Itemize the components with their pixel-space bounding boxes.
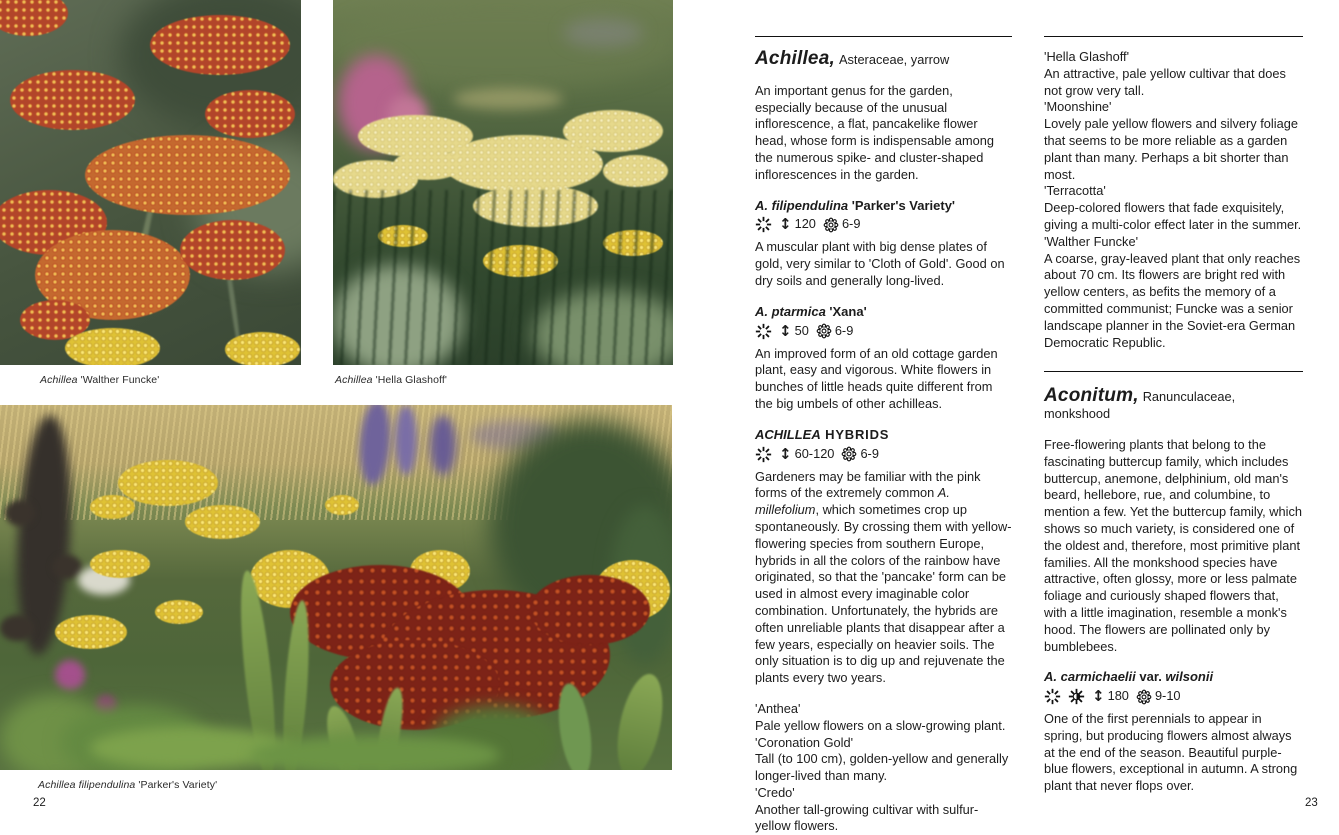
species-name	[755, 304, 1012, 321]
genus-name: Achillea,	[755, 48, 835, 69]
genus-intro: An important genus for the garden, especially because of the unusual inflorescence, a flat, pancakelike flower head, whose form is indispensable among the numerous spike- and cluster-shaped inflorescences in the garden.	[755, 82, 995, 182]
species-entry	[1044, 669, 1303, 795]
description-text: Gardeners may be familiar with the pink forms of the extremely common	[755, 468, 981, 501]
cultivar-item	[755, 735, 1012, 785]
latin-inline: A. millefolium	[755, 485, 950, 518]
dark-seedhead-spike	[5, 500, 35, 526]
hardiness-zone-icon	[816, 323, 832, 339]
species-entry	[755, 198, 1012, 290]
species-latin: A. filipendulina	[755, 197, 849, 213]
cultivar-description: A coarse, gray-leaved plant that only reaches about 70 cm. Its flowers are bright red with yellow centers, as befits the memory of a committed communist; Funcke was a senior landscape planner in the Soviet-era German Democratic Republic.	[1044, 250, 1301, 350]
family-name: Ranunculaceae, monkshood	[1044, 389, 1236, 422]
hardiness-zone-icon	[823, 217, 839, 233]
species-name	[1044, 669, 1303, 686]
cultivar-name: 'Terracotta'	[1044, 183, 1106, 199]
species-entry	[755, 304, 1012, 413]
photo-caption	[335, 374, 447, 386]
flower-cluster	[155, 600, 203, 624]
sun-icon	[1044, 688, 1061, 705]
zone-indicator	[823, 216, 861, 233]
photo-achillea-parkers-variety-garden-scene	[0, 405, 672, 770]
zone-value: 6-9	[834, 322, 854, 338]
photo-caption	[38, 779, 217, 791]
cultivar-description: Deep-colored flowers that fade exquisitely, giving a multi-color effect later in the summer.	[1044, 200, 1302, 232]
cultivar-item	[1044, 234, 1303, 352]
page-number-left: 22	[33, 797, 46, 809]
flower-cluster	[90, 495, 135, 519]
red-flower-drift	[530, 575, 650, 645]
zone-indicator	[841, 446, 879, 463]
species-description: An improved form of an old cottage garden plant, easy and vigorous. White flowers in bunches of little heads quite different from the big umbels of other achilleas.	[755, 345, 998, 411]
cultivar-item	[1044, 49, 1303, 99]
species-entry	[755, 427, 1012, 687]
foliage-blob	[563, 18, 643, 48]
flower-cluster	[118, 460, 218, 506]
height-indicator	[779, 323, 809, 340]
species-latin: A. ptarmica	[755, 303, 826, 319]
zone-value: 6-9	[841, 216, 861, 232]
height-value: 180	[1107, 688, 1129, 704]
species-description: A muscular plant with big dense plates of gold, very similar to 'Cloth of Gold'. Good on dry soils and generally long-lived.	[755, 239, 1005, 288]
cultivar-list	[1044, 49, 1303, 351]
column-rule	[1044, 371, 1303, 372]
foliage-blob	[453, 88, 563, 110]
species-latin: ACHILLEA	[755, 426, 821, 442]
species-cultivar: HYBRIDS	[820, 426, 890, 442]
genus-heading	[1044, 385, 1303, 423]
cultivar-item	[1044, 99, 1303, 183]
cultivar-name: 'Moonshine'	[1044, 99, 1112, 115]
purple-flower-spike	[395, 405, 417, 475]
cultivar-name: 'Coronation Gold'	[755, 734, 854, 750]
zone-value: 6-9	[860, 445, 879, 461]
caption-cultivar: 'Hella Glashoff'	[372, 374, 447, 386]
cultivar-description: Tall (to 100 cm), golden-yellow and generally longer-lived than many.	[755, 751, 1009, 784]
sun-icon	[755, 216, 772, 233]
flower-cluster	[0, 0, 68, 36]
cultivar-description: Lovely pale yellow flowers and silvery foliage that seems to be more reliable as a garden plant than many. Perhaps a bit shorter than most.	[1044, 116, 1298, 182]
text-column-cultivars-aconitum	[1044, 36, 1303, 809]
cultivar-name: 'Credo'	[755, 784, 795, 800]
height-value: 50	[794, 322, 809, 338]
genus-intro: Free-flowering plants that belong to the fascinating buttercup family, which includes buttercup, anemone, delphinium, old man's beard, hellebore, rue, and columbine, to mention a few. Yet the buttercup family, which shows so much variety, is considered one of the oldest and, therefore, most primitive plant families. All the monkshood species have attractive, often glossy, more or less palmate foliage and curiously shaped flowers that, with a little imagination, resemble a monk's hood. The flowers are pollinated only by bumblebees.	[1044, 436, 1302, 654]
cultivar-name: 'Walther Funcke'	[1044, 233, 1139, 249]
species-name	[755, 198, 1012, 215]
purple-flower-spike	[430, 415, 456, 475]
height-value: 120	[794, 216, 816, 232]
grass-blade	[610, 670, 671, 770]
flower-cluster	[185, 505, 260, 539]
species-cultivar: 'Parker's Variety'	[848, 197, 956, 213]
flower-cluster	[10, 70, 135, 130]
cultivar-item	[1044, 183, 1303, 233]
flower-cluster	[85, 135, 290, 215]
height-value: 60-120	[794, 445, 835, 461]
flower-cluster	[180, 220, 285, 280]
sun-icon	[755, 323, 772, 340]
zone-indicator	[1136, 688, 1181, 705]
cultivar-item	[755, 701, 1012, 735]
cultivar-description: Another tall-growing cultivar with sulfur-yellow flowers.	[755, 801, 979, 834]
flower-cluster	[563, 110, 663, 152]
partial-shade-sun-icon	[1068, 688, 1085, 705]
species-description: One of the first perennials to appear in spring, but producing flowers almost always at the end of the season. Beautiful purple-blue flowers, exceptional in autumn. A strong plant that never flops over.	[1044, 711, 1298, 794]
cultivar-description: An attractive, pale yellow cultivar that does not grow very tall.	[1044, 65, 1286, 98]
hardiness-zone-icon	[1136, 689, 1152, 705]
page-number-right: 23	[1305, 797, 1318, 809]
genus-name: Aconitum,	[1044, 385, 1139, 407]
grass-blade	[554, 681, 597, 770]
description-text: , which sometimes crop up spontaneously. By crossing them with yellow-flowering species from southern Europe, hybrids in all the colors of the rainbow have originated, so that the 'pancake' form can be used in almost every imaginable color combination. Unfortunately, the hybrids are often unreliable plants that disappear after a few years, especially on heavier soils. The only situation is to dig up and rejuvenate the plants every two years.	[755, 502, 1012, 686]
caption-cultivar: 'Walther Funcke'	[77, 374, 160, 386]
cultivar-name: 'Hella Glashoff'	[1044, 49, 1130, 64]
height-arrow-icon: ↕	[1092, 687, 1105, 706]
sun-icon	[755, 446, 772, 463]
height-indicator	[1092, 688, 1129, 705]
flower-cluster	[603, 155, 668, 187]
species-latin: A. carmichaelii	[1044, 669, 1136, 685]
symbol-row	[755, 323, 1012, 340]
flower-cluster	[150, 15, 290, 75]
symbol-row	[755, 216, 1012, 233]
species-description	[755, 469, 1012, 687]
height-arrow-icon: ↕	[779, 444, 792, 463]
flower-cluster	[325, 495, 359, 515]
cultivar-description: Pale yellow flowers on a slow-growing plant.	[755, 717, 1006, 733]
species-name	[755, 427, 1012, 444]
height-indicator	[779, 216, 816, 233]
species-var-label: var.	[1135, 669, 1166, 685]
flower-cluster	[65, 328, 160, 365]
height-arrow-icon: ↕	[779, 215, 792, 234]
zone-indicator	[816, 323, 854, 340]
caption-genus: Achillea	[40, 374, 78, 386]
height-indicator	[779, 446, 834, 463]
photo-achillea-hella-glashoff	[333, 0, 673, 365]
dark-seedhead-spike	[52, 555, 82, 579]
photo-achillea-walther-funcke	[0, 0, 301, 365]
text-column-achillea	[755, 36, 1012, 835]
magenta-flower-blob	[55, 660, 85, 690]
flower-cluster	[225, 332, 300, 365]
cultivar-name: 'Anthea'	[755, 700, 801, 716]
flower-cluster	[90, 550, 150, 578]
flower-cluster	[205, 90, 295, 138]
stems-texture	[333, 190, 673, 365]
caption-genus: Achillea filipendulina	[38, 779, 136, 791]
flower-cluster	[55, 615, 127, 649]
photo-caption	[40, 374, 159, 386]
caption-genus: Achillea	[335, 374, 373, 386]
genus-heading	[755, 48, 1012, 69]
symbol-row	[1044, 688, 1303, 705]
symbol-row	[755, 446, 1012, 463]
flower-cluster	[393, 150, 463, 180]
species-cultivar: 'Xana'	[825, 303, 867, 319]
caption-cultivar: 'Parker's Variety'	[135, 779, 218, 791]
family-name: Asteraceae, yarrow	[838, 52, 950, 67]
cultivar-item	[755, 785, 1012, 835]
zone-value: 9-10	[1154, 688, 1181, 704]
species-latin: wilsonii	[1165, 669, 1214, 685]
dark-seedhead-spike	[0, 615, 34, 641]
hardiness-zone-icon	[841, 446, 857, 462]
cultivar-list	[755, 701, 1012, 835]
height-arrow-icon: ↕	[779, 321, 792, 340]
grass-blade	[250, 735, 500, 770]
